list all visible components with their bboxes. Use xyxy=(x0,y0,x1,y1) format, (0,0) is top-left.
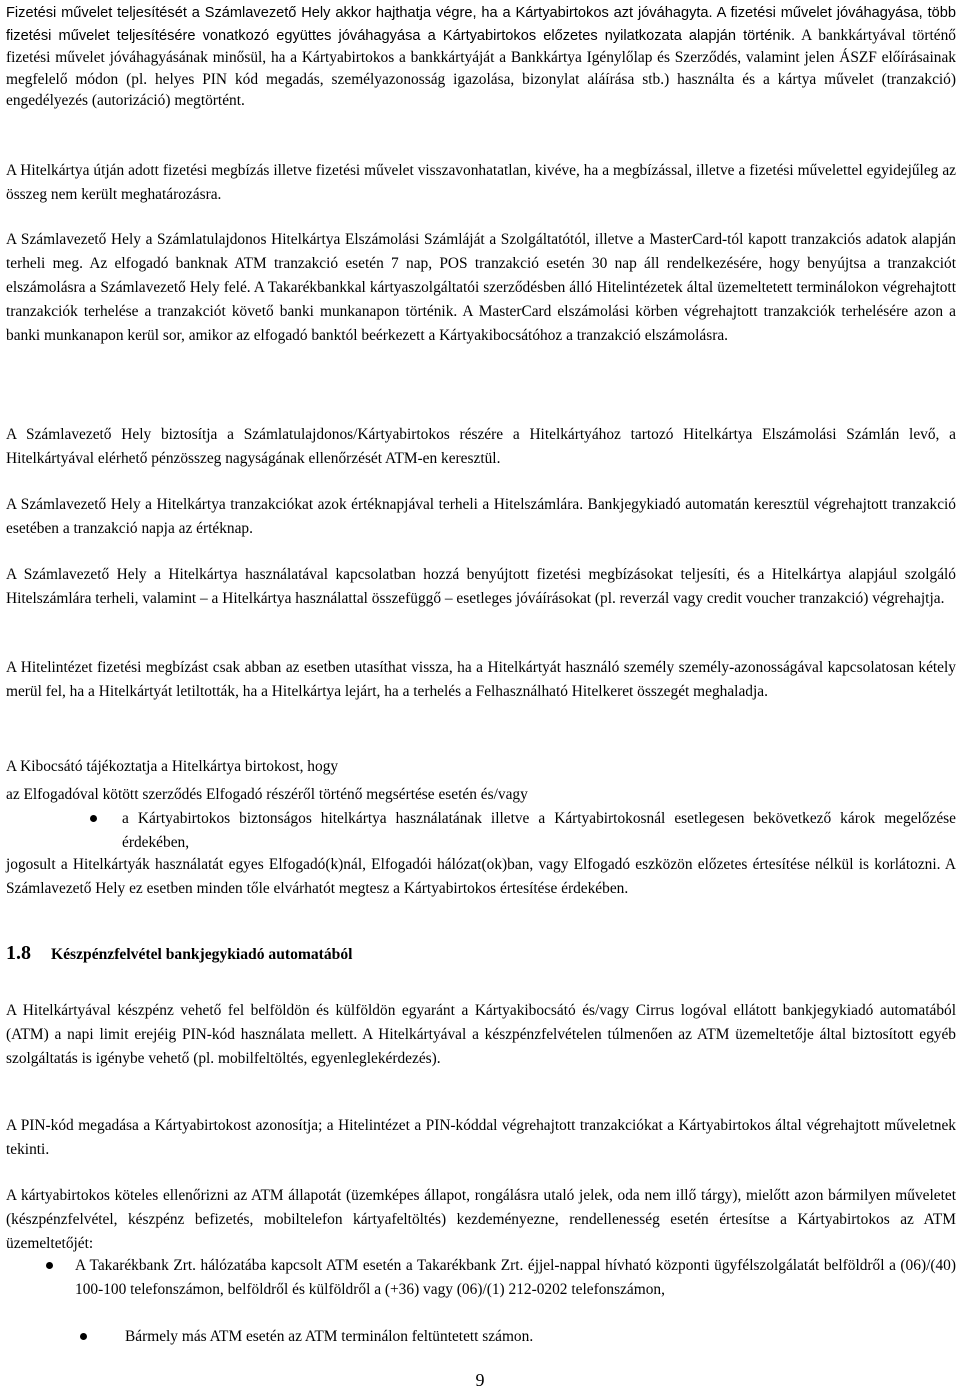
paragraph-acceptor-breach: az Elfogadóval kötött szerződés Elfogadó részéről történő megsértése esetén és/vagy xyxy=(6,786,528,803)
bullet-text-safety: a Kártyabirtokos biztonságos hitelkártya használatának illetve a Kártyabirtokosnál esetlegesen bekövetkező károk megelőzése érdekében, xyxy=(122,810,956,851)
section-heading xyxy=(6,942,352,965)
paragraph-payment-approval-tail: A bankkártyával történő fizetési művelet jóváhagyásának minősül, ha a Kártyabirtokos a bankkártyáját a Bankkártya Igénylőlap és Szerződés, valamint jelen ÁSZF előírásainak megfelelő módon (pl. helyes PIN kód megadás, személyazonosság igazolása, bizonylat aláírása stb.) használta és a kártya művelet (tranzakció) engedélyezés (autorizáció) megtörtént. xyxy=(6,26,956,109)
section-title: Készpénzfelvétel bankjegykiadó automatából xyxy=(51,946,353,963)
paragraph-payment-approval xyxy=(6,2,956,112)
section-number: 1.8 xyxy=(6,942,31,964)
bullet-text-other-atm: Bármely más ATM esetén az ATM terminálon feltüntetett számon. xyxy=(125,1328,534,1345)
paragraph-refusal: A Hitelintézet fizetési megbízást csak abban az esetben utasíthat vissza, ha a Hitelkártyát használó személy személy-azonosságával kapcsolatosan kétely merül fel, ha a Hitelkártyát letiltották, ha a Hitelkártya lejárt, ha a terhelés a Felhasználható Hitelkeret összegét meghaladja. xyxy=(6,659,956,700)
paragraph-issuer-info: A Kibocsátó tájékoztatja a Hitelkártya birtokost, hogy xyxy=(6,758,339,775)
paragraph-restriction: jogosult a Hitelkártyák használatát egyes Elfogadó(k)nál, Elfogadói hálózat(ok)ban, vagy Elfogadó eszközön előzetes értesítése nélkül is korlátozni. A Számlavezető Hely ez esetben minden tőle elvárhatót megtesz a Kártyabirtokos értesítése érdekében. xyxy=(6,856,956,897)
paragraph-atm-cash: A Hitelkártyával készpénz vehető fel belföldön és külföldön egyaránt a Kártyakibocsátó és/vagy Cirrus logóval ellátott bankjegykiadó automatából (ATM) a napi limit erejéig PIN-kód használata mellett. A Hitelkártyával a készpénzfelvételen túlmenően az ATM üzemeltetője által biztosított egyéb szolgáltatás is igénybe vehető (pl. mobilfeltöltés, egyenleglekérdezés). xyxy=(6,1002,956,1067)
paragraph-value-date: A Számlavezető Hely a Hitelkártya tranzakciókat azok értéknapjával terheli a Hitelszámlára. Bankjegykiadó automatán keresztül végrehajtott tranzakció esetében a tranzakció napja az értéknap. xyxy=(6,496,956,537)
list-item xyxy=(0,807,956,855)
paragraph-execution: A Számlavezető Hely a Hitelkártya használatával kapcsolatban hozzá benyújtott fizetési megbízásokat teljesíti, és a Hitelkártya alapjául szolgáló Hitelszámlára terheli, valamint – a Hitelkártya használattal összefüggő – esetleges jóváírásokat (pl. reverzál vagy credit voucher tranzakció) végrehajtja. xyxy=(6,566,956,607)
paragraph-pin: A PIN-kód megadása a Kártyabirtokost azonosítja; a Hitelintézet a PIN-kóddal végrehajtott tranzakciókat a Kártyabirtokos által végrehajtott műveletnek tekinti. xyxy=(6,1117,956,1158)
page-number: 9 xyxy=(475,1370,485,1390)
list-item xyxy=(0,1254,956,1302)
bullet-icon xyxy=(90,815,97,822)
paragraph-irrevocable: A Hitelkártya útján adott fizetési megbízás illetve fizetési művelet visszavonhatatlan, kivéve, ha a megbízással, illetve a fizetési művelettel egyidejűleg az összeg nem került meghatározásra. xyxy=(6,162,956,203)
bullet-icon xyxy=(46,1262,53,1269)
bullet-icon xyxy=(80,1333,87,1340)
list-item xyxy=(0,1325,956,1349)
bullet-text-takarekbank: A Takarékbank Zrt. hálózatába kapcsolt ATM esetén a Takarékbank Zrt. éjjel-nappal hívható központi ügyfélszolgálatát belföldről a (06)/(40) 100-100 telefonszámon, belföldről és külföldről a (+36) vagy (06)/(1) 212-0202 telefonszámon, xyxy=(75,1257,956,1298)
paragraph-atm-check: A kártyabirtokos köteles ellenőrizni az ATM állapotát (üzemképes állapot, rongálásra utaló jelek, oda nem illő tárgy), mielőtt azon bármilyen műveletet (készpénzfelvétel, készpénz befizetés, mobiltelefon kártyafeltöltés) kezdeményezne, rendellenesség esetén értesítse a Kártyabirtokos az ATM üzemeltetőjét: xyxy=(6,1187,956,1252)
paragraph-settlement: A Számlavezető Hely a Számlatulajdonos Hitelkártya Elszámolási Számláját a Szolgáltatótól, illetve a MasterCard-tól kapott tranzakciós adatok alapján terheli meg. Az elfogadó banknak ATM tranzakció esetén 7 nap, POS tranzakció esetén 30 nap áll rendelkezésére, hogy benyújtsa a tranzakciót elszámolásra a Számlavezető Hely felé. A Takarékbankkal kártyaszolgáltatói szerződésben álló Hitelintézetek által üzemeltetett terminálokon végrehajtott tranzakciók terhelése a tranzakciót követő banki munkanapon történik. A MasterCard elszámolási körben végrehajtott tranzakciók terhelésére azon a banki munkanapon kerül sor, amikor az elfogadó banktól beérkezett a Kártyakibocsátóhoz a tranzakció elszámolásra. xyxy=(6,231,956,344)
paragraph-balance-check: A Számlavezető Hely biztosítja a Számlatulajdonos/Kártyabirtokos részére a Hitelkártyához tartozó Hitelkártya Elszámolási Számlán levő, a Hitelkártyával elérhető pénzösszeg nagyságának ellenőrzését ATM-en keresztül. xyxy=(6,426,956,467)
paragraph-payment-approval-lead: Fizetési művelet teljesítését a Számlavezető Hely akkor hajthatja végre, ha a Kártyabirtokos azt jóváhagyta. A fizetési művelet jóváhagyása, több fizetési művelet teljesítésére vonatkozó együttes jóváhagyása a Kártyabirtokos előzetes nyilatkozata alapján történik. xyxy=(6,5,956,44)
